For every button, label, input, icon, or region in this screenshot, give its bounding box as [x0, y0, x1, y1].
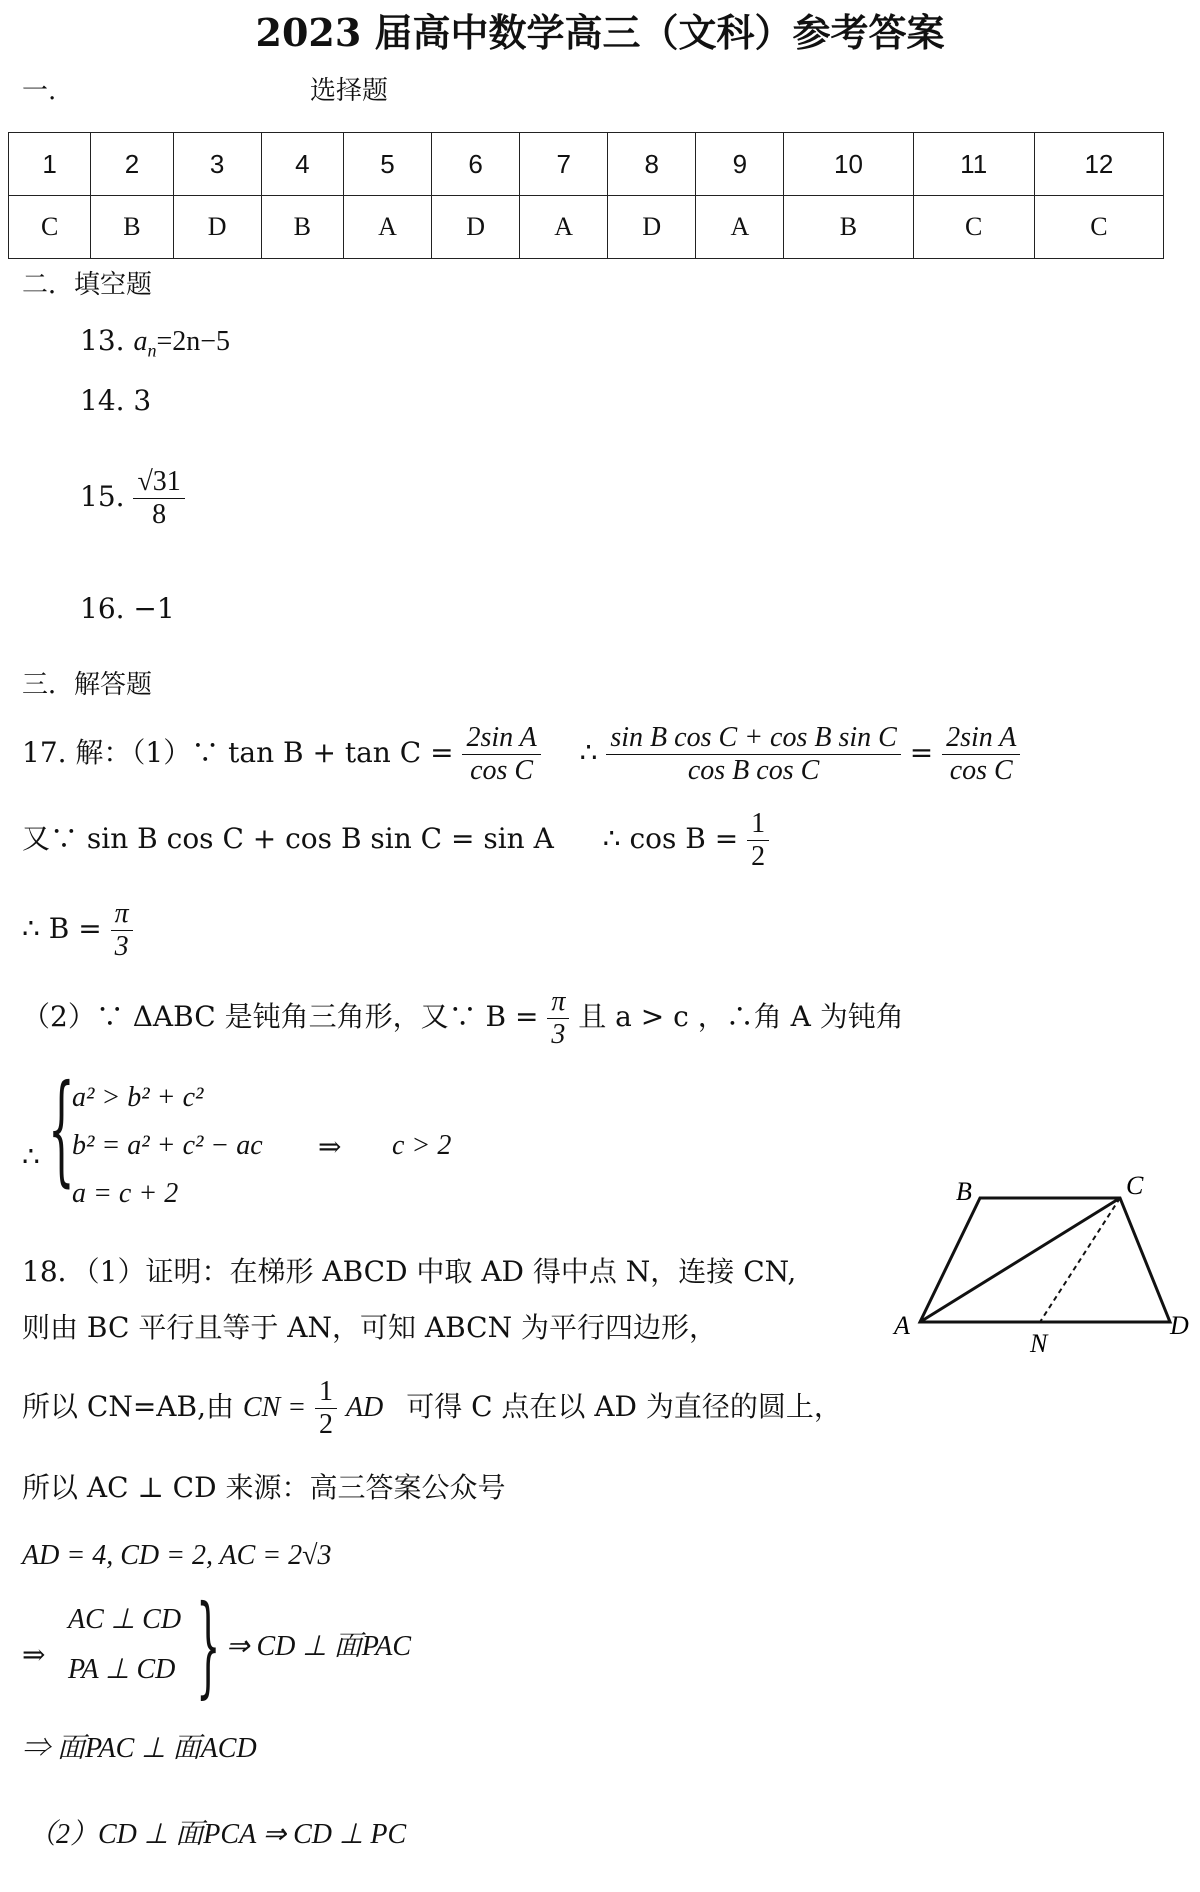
q17-line4-b: 且 a > c ，∴角 A 为钝角 — [578, 1000, 904, 1033]
q17-line3-text: ∴ B = — [22, 912, 102, 945]
q17-line3-fraction — [111, 898, 133, 963]
table-cell: B — [91, 196, 173, 259]
q13-symbol: a — [133, 326, 148, 357]
q18-line3-den: 2 — [319, 1409, 334, 1440]
q17-frac1-den: cos C — [470, 755, 534, 786]
trapezoid-diagram — [880, 1170, 1200, 1360]
table-cell: C — [1034, 196, 1163, 259]
q17-implies: ⇒ — [318, 1130, 342, 1163]
table-row-answers — [9, 196, 1164, 259]
label-d: D — [1170, 1311, 1189, 1340]
table-cell: A — [343, 196, 431, 259]
q17-line2-text: 又∵ sin B cos C + cos B sin C = sin A — [22, 822, 554, 855]
q17-result: c > 2 — [392, 1130, 452, 1161]
q18-line3-fraction — [315, 1376, 337, 1441]
label-a: A — [894, 1311, 910, 1340]
table-cell: 8 — [608, 133, 696, 196]
table-cell: 5 — [343, 133, 431, 196]
answer-15 — [80, 466, 185, 531]
q17-frac2-num: sin B cos C + cos B sin C — [606, 722, 900, 755]
table-cell: 12 — [1034, 133, 1163, 196]
q17-line3-den: 3 — [114, 931, 129, 962]
q17-line2-therefore: ∴ cos B = — [602, 822, 739, 855]
q17-line4-a: （2）∵ ΔABC 是钝角三角形，又∵ B = — [22, 1000, 539, 1033]
q13-subscript: n — [147, 340, 157, 361]
q18-line4: 所以 AC ⊥ CD 来源：高三答案公众号 — [22, 1471, 506, 1504]
table-cell: 3 — [173, 133, 261, 196]
table-cell: A — [520, 196, 608, 259]
left-brace-icon: { — [48, 1060, 75, 1199]
table-row-numbers — [9, 133, 1164, 196]
label-n: N — [1030, 1329, 1048, 1358]
table-cell: 7 — [520, 133, 608, 196]
q18-line7: ⇒ 面PAC ⊥ 面ACD — [22, 1733, 257, 1764]
q17-line2-num: 1 — [747, 808, 769, 841]
q18-line3 — [22, 1376, 842, 1441]
q15-numerator: √31 — [133, 466, 184, 499]
q17-line2 — [22, 808, 769, 873]
q18-line6-bottom: PA ⊥ CD — [68, 1654, 176, 1685]
q17-frac3 — [942, 722, 1020, 787]
q18-line8: （2）CD ⊥ 面PCA ⇒ CD ⊥ PC — [28, 1819, 407, 1850]
table-cell: 6 — [432, 133, 520, 196]
answer-14: 14. 3 — [80, 384, 152, 417]
q18-line1: 18．（1）证明：在梯形 ABCD 中取 AD 得中点 N，连接 CN, — [22, 1255, 797, 1288]
q17-frac3-num: 2sin A — [942, 722, 1020, 755]
q18-line3-num: 1 — [315, 1376, 337, 1409]
q18-line6-top: AC ⊥ CD — [68, 1604, 182, 1635]
label-b: B — [956, 1177, 972, 1206]
q15-fraction — [133, 466, 184, 531]
q17-line4-fraction — [547, 986, 569, 1051]
q17-frac1 — [462, 722, 540, 787]
right-brace-icon: } — [196, 1581, 221, 1709]
q17-line1 — [22, 722, 1020, 787]
table-cell: 10 — [784, 133, 913, 196]
section3-label: 三．解答题 — [22, 670, 153, 700]
q17-system-eq3: a = c + 2 — [72, 1178, 179, 1209]
table-cell: 9 — [696, 133, 784, 196]
q18-line3-b: CN = — [242, 1392, 307, 1423]
q17-equals: = — [909, 736, 934, 769]
table-cell: D — [432, 196, 520, 259]
q17-frac3-den: cos C — [949, 755, 1013, 786]
q15-denominator: 8 — [152, 499, 167, 530]
q18-line3-a: 所以 CN=AB,由 — [22, 1390, 234, 1423]
q17-system-eq1: a² > b² + c² — [72, 1082, 204, 1113]
table-cell: 1 — [9, 133, 91, 196]
q17-system-eq2: b² = a² + c² − ac — [72, 1130, 263, 1161]
q15-number: 15. — [80, 480, 125, 513]
dashed-cn — [1040, 1198, 1120, 1322]
q18-line3-c: AD — [345, 1392, 384, 1423]
answer-13 — [80, 324, 230, 362]
q17-frac2 — [606, 722, 900, 787]
answer-16: 16. −1 — [80, 592, 175, 625]
table-cell: D — [173, 196, 261, 259]
table-cell: 11 — [913, 133, 1034, 196]
table-cell: D — [608, 196, 696, 259]
table-cell: 4 — [261, 133, 343, 196]
q17-system-therefore: ∴ — [22, 1140, 40, 1173]
table-cell: A — [696, 196, 784, 259]
q17-line4-den: 3 — [551, 1019, 566, 1050]
q17-therefore: ∴ — [579, 736, 598, 769]
table-cell: C — [9, 196, 91, 259]
q17-line3-num: π — [111, 898, 133, 931]
table-cell: B — [784, 196, 913, 259]
choice-answer-table — [8, 132, 1164, 259]
q18-line6-result: ⇒ CD ⊥ 面PAC — [226, 1631, 412, 1662]
page-title: 2023 届高中数学高三（文科）参考答案 — [255, 10, 945, 55]
section1-label: 选择题 — [310, 76, 389, 106]
section2-label: 二．填空题 — [22, 270, 153, 300]
q17-line2-den: 2 — [751, 841, 766, 872]
q18-line3-d: 可得 C 点在以 AD 为直径的圆上， — [406, 1390, 842, 1423]
table-cell: B — [261, 196, 343, 259]
q17-line3 — [22, 898, 133, 963]
q18-line6-implies: ⇒ — [22, 1638, 46, 1671]
q17-frac2-den: cos B cos C — [687, 755, 820, 786]
q13-number: 13. — [80, 324, 125, 357]
q17-line2-fraction — [747, 808, 769, 873]
q17-line4 — [22, 986, 904, 1051]
q13-rest: =2n−5 — [156, 326, 231, 357]
q17-frac1-num: 2sin A — [462, 722, 540, 755]
trapezoid-outline — [920, 1198, 1170, 1322]
table-cell: 2 — [91, 133, 173, 196]
table-cell: C — [913, 196, 1034, 259]
q18-line5: AD = 4, CD = 2, AC = 2√3 — [22, 1540, 332, 1571]
q18-line2: 则由 BC 平行且等于 AN，可知 ABCN 为平行四边形， — [22, 1311, 717, 1344]
section1-number: 一. — [22, 76, 57, 106]
q17-line1-prefix: 17. 解：（1）∵ tan B + tan C = — [22, 736, 454, 769]
label-c: C — [1126, 1171, 1144, 1200]
q17-line4-num: π — [547, 986, 569, 1019]
